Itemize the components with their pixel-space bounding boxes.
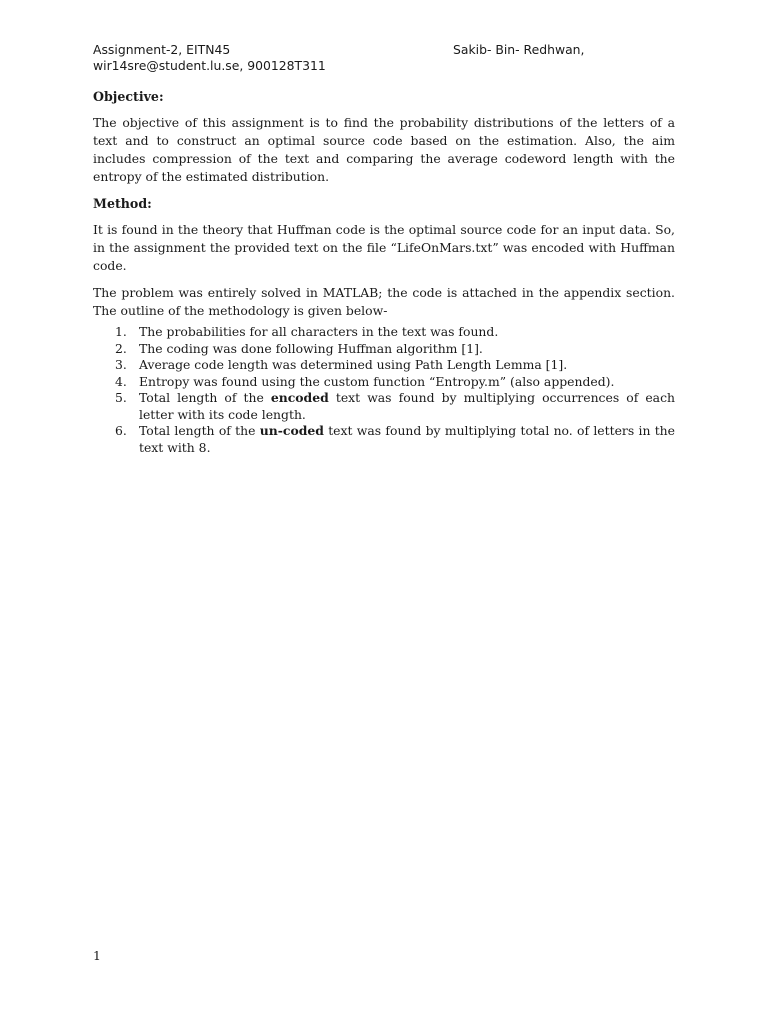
list-item-text-pre: Total length of the — [139, 423, 260, 438]
list-item — [93, 324, 675, 341]
header-author: Sakib- Bin- Redhwan, — [453, 42, 585, 57]
objective-paragraph: The objective of this assignment is to find the probability distributions of the letters of a text and to construct an optimal source code based on the estimation. Also, the aim includes compression of the text and comparing the average codeword length with the entropy of the estimated distribution. — [93, 115, 675, 184]
list-item — [93, 341, 675, 358]
list-item-bold-term: un-coded — [259, 423, 324, 438]
objective-heading: Objective: — [93, 89, 164, 104]
method-paragraph-2: The problem was entirely solved in MATLAB; the code is attached in the appendix section. The outline of the methodology is given below- — [93, 285, 675, 318]
page-number: 1 — [93, 948, 101, 963]
list-item — [93, 423, 675, 456]
list-item-text-post: text was found by multiplying total no. of letters in the text with 8. — [139, 423, 675, 455]
list-item-text: Average code length was determined using Path Length Lemma [1]. — [139, 357, 568, 372]
header-contact: wir14sre@student.lu.se, 900128T311 — [93, 57, 326, 73]
list-item — [93, 390, 675, 423]
list-item-bold-term: encoded — [270, 390, 329, 405]
list-item-text: The probabilities for all characters in the text was found. — [139, 324, 499, 339]
method-paragraph-1: It is found in the theory that Huffman code is the optimal source code for an input data. So, in the assignment the provided text on the file “LifeOnMars.txt” was encoded with Huffman code. — [93, 222, 675, 273]
document-body — [93, 88, 675, 456]
list-item-number: 2. — [115, 340, 127, 356]
method-heading: Method: — [93, 196, 152, 211]
list-item-number: 6. — [115, 423, 127, 438]
list-item — [93, 374, 675, 391]
list-item-number: 5. — [115, 390, 127, 405]
list-item-text: The coding was done following Huffman algorithm [1]. — [139, 340, 483, 356]
list-item-text: Entropy was found using the custom function “Entropy.m” (also appended). — [139, 373, 615, 389]
list-item-number: 3. — [115, 357, 127, 372]
page-header — [93, 42, 693, 73]
methodology-list — [93, 324, 675, 456]
list-item-text-pre: Total length of the — [139, 390, 271, 405]
list-item-text-post: text was found by multiplying occurrences of each letter with its code length. — [139, 390, 675, 422]
header-assignment: Assignment-2, EITN45 — [93, 42, 231, 57]
list-item — [93, 357, 675, 374]
list-item-number: 4. — [115, 373, 127, 389]
list-item-number: 1. — [115, 324, 127, 339]
